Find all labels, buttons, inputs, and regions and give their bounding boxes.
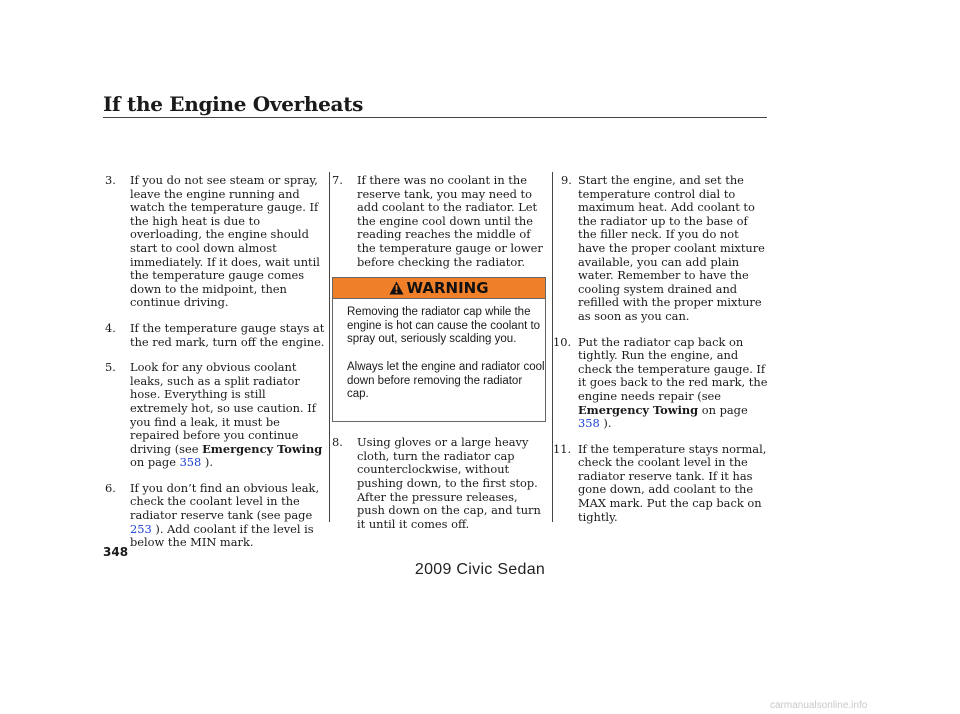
- step-text: If you do not see steam or spray, leave the engine running and watch the temperature gauge. If the high heat is due to overloading, the engine should start to cool down almost immediately. If it does, wait until the temperature gauge comes down to the midpoint, then continue driving.: [130, 173, 320, 310]
- warning-body: [333, 299, 545, 402]
- step-text: If the temperature gauge stays at the red mark, turn off the engine.: [130, 320, 325, 349]
- warning-paragraph: Always let the engine and radiator cool down before removing the radiator cap.: [347, 360, 545, 401]
- on-page-text: on page: [698, 402, 748, 417]
- page-number: 348: [103, 545, 129, 559]
- warning-box: [332, 277, 546, 422]
- step-number: 6.: [105, 480, 116, 495]
- step-number: 4.: [105, 320, 116, 335]
- ref-close: ).: [599, 416, 612, 431]
- on-page-text: on page: [130, 455, 180, 470]
- step-number: 3.: [105, 173, 116, 187]
- step-3: [105, 174, 325, 310]
- step-text: If the temperature stays normal, check the coolant level in the radiator reserve tank. If it has gone down, add coolant to the MAX mark. Put the cap back on tightly.: [578, 441, 767, 524]
- warning-paragraph: Removing the radiator cap while the engine is hot can cause the coolant to spray out, seriously scalding you.: [347, 306, 541, 346]
- column-2: [332, 174, 548, 543]
- step-text: Using gloves or a large heavy cloth, turn the radiator cap counterclockwise, without pushing down, to the first stop. After the pressure releases, push down on the cap, and turn it until it comes off.: [357, 435, 541, 531]
- step-text: If you don’t find an obvious leak, check the coolant level in the radiator reserve tank (see page: [130, 480, 320, 523]
- step-text: Start the engine, and set the temperature control dial to maximum heat. Add coolant to the radiator up to the base of the filler neck. If you do not have the proper coolant mixture available, you can add plain water. Remember to have the cooling system drained and refilled with the proper mixture as soon as you can.: [578, 173, 765, 323]
- step-number: 5.: [105, 360, 116, 375]
- emergency-towing-ref: Emergency Towing: [202, 441, 323, 456]
- column-3: [553, 174, 769, 536]
- page-link-253[interactable]: 253: [130, 521, 152, 536]
- ref-close: ).: [201, 455, 213, 470]
- step-9: [553, 174, 769, 324]
- column-divider: [329, 172, 330, 522]
- step-11: [553, 443, 769, 525]
- step-number: 10.: [553, 334, 572, 349]
- step-7: [332, 174, 548, 269]
- page-title: If the Engine Overheats: [103, 92, 364, 116]
- footer-model: 2009 Civic Sedan: [414, 561, 546, 578]
- step-8: [332, 436, 548, 531]
- step-text: Look for any obvious coolant leaks, such as a split radiator hose. Everything is still extremely hot, so use caution. If you find a leak, it must be repaired before you continue driving (see: [130, 360, 316, 456]
- warning-icon: [389, 281, 404, 295]
- step-number: 7.: [332, 173, 343, 187]
- step-number: 11.: [553, 441, 572, 456]
- step-5: [105, 361, 325, 470]
- step-4: [105, 322, 325, 349]
- title-rule: [103, 117, 767, 118]
- step-6: [105, 482, 325, 550]
- emergency-towing-ref: Emergency Towing: [578, 402, 699, 417]
- column-1: [105, 174, 325, 562]
- warning-label: WARNING: [406, 279, 489, 298]
- watermark: carmanualsonline.info: [770, 700, 868, 711]
- step-text: If there was no coolant in the reserve tank, you may need to add coolant to the radiator. Let the engine cool down until the reading reaches the middle of the temperature gauge or lower before checking the radiator.: [357, 173, 543, 269]
- step-text-end: ). Add coolant if the level is below the MIN mark.: [130, 521, 314, 550]
- step-text: Put the radiator cap back on tightly. Run the engine, and check the temperature gauge. If it goes back to the red mark, the engine needs repair (see: [578, 334, 768, 403]
- warning-header: [333, 278, 545, 299]
- step-10: [553, 336, 769, 431]
- page-link-358[interactable]: 358: [578, 416, 600, 431]
- page-link-358[interactable]: 358: [179, 455, 202, 470]
- step-number: 9.: [561, 173, 572, 187]
- step-number: 8.: [332, 435, 343, 450]
